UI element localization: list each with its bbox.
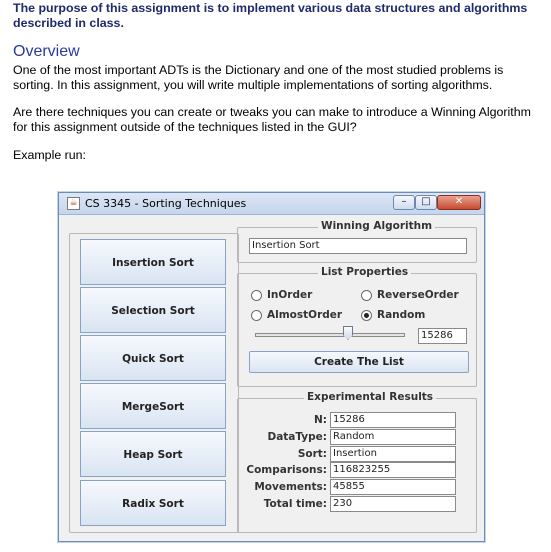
result-label-sort: Sort:: [297, 448, 327, 460]
result-label-movements: Movements:: [254, 481, 327, 493]
java-cup-icon: ☕: [67, 197, 80, 210]
maximize-button[interactable]: □: [415, 195, 437, 210]
list-properties-title: List Properties: [318, 266, 411, 278]
selection-sort-button[interactable]: Selection Sort: [80, 287, 226, 333]
result-label-n: N:: [314, 414, 327, 426]
title-bar[interactable]: [59, 193, 484, 215]
quick-sort-button[interactable]: Quick Sort: [80, 335, 226, 381]
radio-almost-order-circle[interactable]: [251, 310, 262, 321]
radio-in-order-label: InOrder: [267, 289, 313, 301]
assignment-purpose: The purpose of this assignment is to implement various data structures and algorithms described in class.: [13, 1, 528, 30]
result-value-movements[interactable]: 45855: [330, 479, 456, 495]
create-list-button[interactable]: Create The List: [249, 351, 469, 373]
winning-algorithm-field[interactable]: Insertion Sort: [249, 238, 467, 254]
example-run-label: Example run:: [13, 148, 87, 162]
radio-random[interactable]: [361, 309, 425, 321]
radio-in-order[interactable]: [251, 289, 312, 301]
result-value-datatype[interactable]: Random: [330, 429, 456, 445]
overview-heading: Overview: [13, 43, 80, 60]
minimize-button[interactable]: –: [393, 195, 415, 210]
experimental-results-title: Experimental Results: [304, 391, 436, 403]
radio-in-order-circle[interactable]: [251, 290, 262, 301]
radio-reverse-order[interactable]: [361, 289, 459, 301]
radio-random-label: Random: [377, 309, 426, 321]
result-value-comparisons[interactable]: 116823255: [330, 462, 456, 478]
close-button[interactable]: ✕: [437, 195, 481, 210]
heap-sort-button[interactable]: Heap Sort: [80, 431, 226, 477]
result-value-sort[interactable]: Insertion: [330, 446, 456, 462]
result-value-total-time[interactable]: 230: [330, 496, 456, 512]
question-paragraph: Are there techniques you can create or tweaks you can make to introduce a Winning Algorithm for this assignment outside of the techniques listed in the GUI?: [13, 105, 531, 134]
radio-almost-order[interactable]: [251, 309, 342, 321]
result-label-comparisons: Comparisons:: [246, 464, 327, 476]
radio-reverse-order-circle[interactable]: [361, 290, 372, 301]
list-size-field[interactable]: 15286: [418, 328, 467, 344]
radio-reverse-order-label: ReverseOrder: [377, 289, 459, 301]
radio-almost-order-label: AlmostOrder: [267, 309, 343, 321]
winning-algorithm-title: Winning Algorithm: [318, 220, 435, 232]
sorting-window: [58, 192, 485, 542]
list-size-slider-track[interactable]: [255, 333, 405, 337]
result-value-n[interactable]: 15286: [330, 412, 456, 428]
merge-sort-button[interactable]: MergeSort: [80, 383, 226, 429]
radio-random-circle[interactable]: [361, 310, 372, 321]
radix-sort-button[interactable]: Radix Sort: [80, 480, 226, 526]
window-title: CS 3345 - Sorting Techniques: [85, 197, 247, 210]
overview-paragraph: One of the most important ADTs is the Dictionary and one of the most studied problems is sorting. In this assignment, you will write multiple implementations of sorting algorithms.: [13, 63, 504, 92]
result-label-datatype: DataType:: [267, 431, 327, 443]
insertion-sort-button[interactable]: Insertion Sort: [80, 239, 226, 285]
result-label-total-time: Total time:: [263, 498, 327, 510]
